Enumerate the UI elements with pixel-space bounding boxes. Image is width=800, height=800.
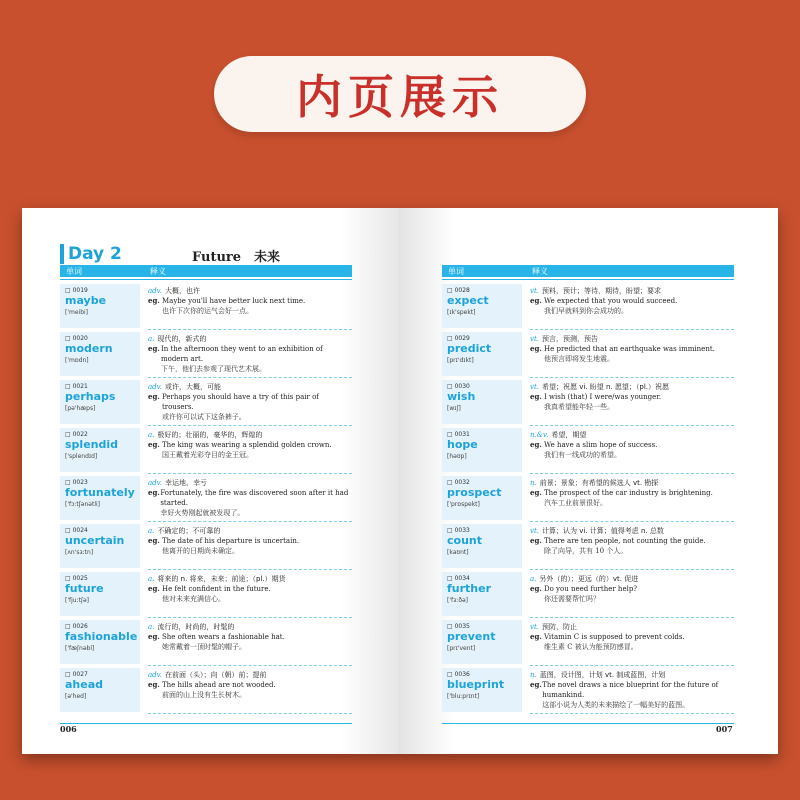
definition-cell xyxy=(530,282,734,330)
page-number-right: 007 xyxy=(716,724,733,734)
definition-cell xyxy=(148,282,352,330)
vocab-entry xyxy=(60,570,352,618)
vocab-entry xyxy=(60,378,352,426)
example-english: Vitamin C is supposed to prevent colds. xyxy=(544,633,685,641)
example-label: eg. xyxy=(148,680,160,689)
part-of-speech: vt. xyxy=(530,623,539,631)
definition-text: 预防，防止 xyxy=(542,623,577,631)
vocab-entry xyxy=(60,522,352,570)
definition-cell xyxy=(148,618,352,666)
word-cell xyxy=(442,620,522,664)
left-page xyxy=(22,208,398,754)
example-chinese: 她常戴着一顶时髦的帽子。 xyxy=(162,643,246,651)
headword: further xyxy=(447,582,492,595)
definition-text: 另外（的）；更远（的）vt. 促进 xyxy=(539,575,639,583)
phonetic: ['mɒdn] xyxy=(65,357,89,364)
headword: fortunately xyxy=(65,486,135,499)
example-text xyxy=(544,440,657,460)
entry-number: □ 0020 xyxy=(65,335,88,342)
word-cell xyxy=(60,476,140,520)
example-label: eg. xyxy=(148,584,160,593)
phonetic: [wɪʃ] xyxy=(447,405,461,412)
part-of-speech: n.&v. xyxy=(530,431,549,439)
headword: predict xyxy=(447,342,492,355)
example-english: In the afternoon they went to an exhibition of modern art. xyxy=(160,345,323,363)
part-of-speech: n. xyxy=(530,671,537,679)
phonetic: ['bluːprɪnt] xyxy=(447,693,480,700)
example-text xyxy=(544,344,715,364)
definition xyxy=(530,286,734,296)
example-text xyxy=(544,488,713,508)
definition-text: 幸运地，幸亏 xyxy=(165,479,208,487)
definition-cell xyxy=(530,330,734,378)
example-english: The date of his departure is uncertain. xyxy=(162,537,300,545)
entry-list-right xyxy=(442,282,734,714)
definition-text: 计算；认为 vi. 计算；值得考虑 n. 总数 xyxy=(542,527,664,535)
example-chinese: 汽车工业前景很好。 xyxy=(544,499,607,507)
example-label: eg. xyxy=(148,344,160,353)
definition-text: 在前面（头）；向（朝）前；提前 xyxy=(165,671,267,679)
definition-cell xyxy=(530,666,734,714)
example-chinese: 我们有一线成功的希望。 xyxy=(544,451,621,459)
headword: future xyxy=(65,582,104,595)
example-label: eg. xyxy=(530,296,542,305)
headword: ahead xyxy=(65,678,104,691)
definition-text: 前景；景象；有希望的候选人 vt. 勘探 xyxy=(539,479,659,487)
phonetic: ['fɔːtʃənətli] xyxy=(65,501,101,508)
example xyxy=(148,584,352,604)
column-word-label: 单词 xyxy=(66,266,82,276)
example-english: The king was wearing a splendid golden crown. xyxy=(162,441,332,449)
phonetic: [prɪ'dɪkt] xyxy=(447,357,474,364)
example-english: Maybe you'll have better luck next time. xyxy=(162,297,306,305)
example-english: The novel draws a nice blueprint for the future of humankind. xyxy=(542,681,719,699)
headword: splendid xyxy=(65,438,119,451)
example xyxy=(530,344,734,364)
example xyxy=(148,344,352,374)
definition-text: 将来的 n. 将来，未来；前途；（pl.）期货 xyxy=(157,575,286,583)
definition xyxy=(148,382,352,392)
vocab-entry xyxy=(60,666,352,714)
example-chinese: 我们早就料到你会成功的。 xyxy=(544,307,628,315)
example-chinese: 我真希望能年轻一些。 xyxy=(544,403,614,411)
entry-number: □ 0027 xyxy=(65,671,88,678)
word-cell xyxy=(60,380,140,424)
entry-number: □ 0030 xyxy=(447,383,470,390)
footer-rule-right xyxy=(442,723,734,724)
phonetic: [ɪk'spekt] xyxy=(447,309,476,316)
definition xyxy=(530,526,734,536)
example-label: eg. xyxy=(530,632,542,641)
word-cell xyxy=(60,524,140,568)
example-english: The prospect of the car industry is brightening. xyxy=(544,489,713,497)
headword: hope xyxy=(447,438,478,451)
phonetic: ['fjuːtʃə] xyxy=(65,597,89,604)
column-def-label: 释义 xyxy=(532,266,548,276)
part-of-speech: adv. xyxy=(148,383,163,391)
part-of-speech: a. xyxy=(148,575,155,583)
example-english: He predicted that an earthquake was imminent. xyxy=(544,345,715,353)
column-header-left xyxy=(60,265,352,277)
word-cell xyxy=(60,332,140,376)
banner-title: 内页展示 xyxy=(296,70,504,124)
day-accent-bar xyxy=(60,244,64,264)
definition-text: 极好的；壮丽的，豪华的，辉煌的 xyxy=(157,431,263,439)
definition-text: 不确定的；不可靠的 xyxy=(157,527,221,535)
entry-number: □ 0024 xyxy=(65,527,88,534)
example-english: Do you need further help? xyxy=(544,585,638,593)
word-cell xyxy=(442,284,522,328)
definition xyxy=(148,526,352,536)
phonetic: ['fɜːðə] xyxy=(447,597,469,604)
word-cell xyxy=(442,332,522,376)
entry-number: □ 0033 xyxy=(447,527,470,534)
vocab-entry xyxy=(60,282,352,330)
definition-cell xyxy=(148,474,352,522)
definition-text: 预料，预计；等待，期待，盼望；要求 xyxy=(542,287,661,295)
definition xyxy=(530,430,734,440)
example xyxy=(148,440,352,460)
example-chinese: 或许你可以试下这条裤子。 xyxy=(161,413,246,421)
vocab-entry xyxy=(60,618,352,666)
column-word-label: 单词 xyxy=(448,266,464,276)
headword: expect xyxy=(447,294,489,307)
entry-number: □ 0035 xyxy=(447,623,470,630)
definition-cell xyxy=(530,522,734,570)
definition xyxy=(530,670,734,680)
example-english: Perhaps you should have a try of this pair of trousers. xyxy=(161,393,319,411)
phonetic: [ə'hed] xyxy=(65,693,87,700)
phonetic: [kaʊnt] xyxy=(447,549,469,556)
definition-text: 希望，期望 xyxy=(551,431,587,439)
example-label: eg. xyxy=(530,440,542,449)
definition xyxy=(530,382,734,392)
right-page xyxy=(398,208,778,754)
example xyxy=(530,440,734,460)
example-text xyxy=(162,632,285,652)
example-text xyxy=(162,440,332,460)
definition-cell xyxy=(530,378,734,426)
part-of-speech: adv. xyxy=(148,671,163,679)
definition-cell xyxy=(148,330,352,378)
headword: perhaps xyxy=(65,390,116,403)
example xyxy=(530,488,734,508)
definition-cell xyxy=(530,426,734,474)
open-book xyxy=(22,208,778,754)
example-chinese: 你还需要帮忙吗？ xyxy=(544,595,600,603)
word-cell xyxy=(60,572,140,616)
example-text xyxy=(162,392,352,422)
definition xyxy=(148,574,352,584)
phonetic: [pə'hæps] xyxy=(65,405,96,412)
headword: prevent xyxy=(447,630,496,643)
entry-number: □ 0022 xyxy=(65,431,88,438)
word-cell xyxy=(60,620,140,664)
definition-text: 大概，也许 xyxy=(165,287,201,295)
footer-rule-left xyxy=(60,723,352,724)
entry-list-left xyxy=(60,282,352,714)
example xyxy=(148,632,352,652)
vocab-entry xyxy=(442,522,734,570)
definition-cell xyxy=(148,522,352,570)
word-cell xyxy=(442,380,522,424)
vocab-entry xyxy=(442,330,734,378)
part-of-speech: a. xyxy=(148,431,155,439)
headword: prospect xyxy=(447,486,502,499)
phonetic: ['splendɪd] xyxy=(65,453,98,460)
example-text xyxy=(162,536,299,556)
entry-number: □ 0031 xyxy=(447,431,470,438)
example-chinese: 除了向导，共有 10 个人。 xyxy=(544,547,628,555)
example-label: eg. xyxy=(530,536,542,545)
headword: wish xyxy=(447,390,476,403)
example-chinese: 国王戴着光彩夺目的金王冠。 xyxy=(162,451,253,459)
vocab-entry xyxy=(60,330,352,378)
phonetic: ['meibi] xyxy=(65,309,89,316)
example-text xyxy=(542,680,734,710)
definition xyxy=(148,286,352,296)
example xyxy=(530,680,734,710)
definition-cell xyxy=(530,618,734,666)
definition xyxy=(148,670,352,680)
headword: fashionable xyxy=(65,630,138,643)
example-text xyxy=(544,584,637,604)
definition-cell xyxy=(148,666,352,714)
entry-number: □ 0025 xyxy=(65,575,88,582)
phonetic: [həʊp] xyxy=(447,453,467,460)
part-of-speech: adv. xyxy=(148,479,163,487)
example xyxy=(530,296,734,316)
vocab-entry xyxy=(442,282,734,330)
part-of-speech: a. xyxy=(148,335,155,343)
definition-cell xyxy=(530,570,734,618)
example-english: He felt confident in the future. xyxy=(162,585,271,593)
example-english: We have a slim hope of success. xyxy=(544,441,658,449)
definition-text: 预言，预测，预告 xyxy=(542,335,598,343)
example xyxy=(530,536,734,556)
page-number-left: 006 xyxy=(60,724,77,734)
example-chinese: 前面的山上没有生长树木。 xyxy=(162,691,246,699)
definition xyxy=(530,622,734,632)
day-label: Day 2 xyxy=(68,244,122,264)
example-label: eg. xyxy=(148,392,160,401)
vocab-entry xyxy=(442,378,734,426)
definition-text: 现代的，新式的 xyxy=(157,335,207,343)
headword: count xyxy=(447,534,482,547)
example-text xyxy=(161,344,352,374)
word-cell xyxy=(442,524,522,568)
word-cell xyxy=(442,428,522,472)
vocab-entry xyxy=(442,426,734,474)
definition xyxy=(530,478,734,488)
example-label: eg. xyxy=(530,488,542,497)
vocab-entry xyxy=(442,618,734,666)
example xyxy=(148,296,352,316)
example-text xyxy=(544,632,685,652)
example-english: There are ten people, not counting the guide. xyxy=(544,537,706,545)
part-of-speech: a. xyxy=(148,527,155,535)
example xyxy=(530,392,734,412)
entry-number: □ 0028 xyxy=(447,287,470,294)
definition-text: 蓝图，设计图，计划 vt. 制成蓝图，计划 xyxy=(539,671,666,679)
example-chinese: 维生素 C 被认为能预防感冒。 xyxy=(544,643,638,651)
definition-cell xyxy=(530,474,734,522)
vocab-entry xyxy=(442,666,734,714)
definition-text: 流行的，时尚的，时髦的 xyxy=(157,623,235,631)
part-of-speech: vt. xyxy=(530,335,539,343)
example xyxy=(148,392,352,422)
example xyxy=(530,632,734,652)
entry-number: □ 0026 xyxy=(65,623,88,630)
word-cell xyxy=(60,428,140,472)
example-chinese: 他对未来充满信心。 xyxy=(162,595,225,603)
example-text xyxy=(544,296,677,316)
headword: maybe xyxy=(65,294,107,307)
vocab-entry xyxy=(60,474,352,522)
part-of-speech: vt. xyxy=(530,287,539,295)
example-label: eg. xyxy=(530,344,542,353)
phonetic: ['fæʃnəbl] xyxy=(65,645,95,652)
example-label: eg. xyxy=(530,680,542,689)
definition xyxy=(530,334,734,344)
part-of-speech: adv. xyxy=(148,287,163,295)
definition-cell xyxy=(148,378,352,426)
example-english: I wish (that) I were/was younger. xyxy=(544,393,662,401)
entry-number: □ 0023 xyxy=(65,479,88,486)
word-cell xyxy=(60,284,140,328)
part-of-speech: a. xyxy=(530,575,537,583)
topic-title: Future 未来 xyxy=(192,250,281,265)
example-label: eg. xyxy=(148,296,160,305)
example xyxy=(530,584,734,604)
title-banner xyxy=(214,56,586,132)
entry-number: □ 0032 xyxy=(447,479,470,486)
example-label: eg. xyxy=(148,632,160,641)
definition xyxy=(148,334,352,344)
vocab-entry xyxy=(60,426,352,474)
part-of-speech: vt. xyxy=(530,527,539,535)
example-chinese: 下午，他们去参观了现代艺术展。 xyxy=(160,365,266,373)
definition xyxy=(530,574,734,584)
example-text xyxy=(162,296,305,316)
phonetic: ['prɒspekt] xyxy=(447,501,480,508)
part-of-speech: a. xyxy=(148,623,155,631)
definition xyxy=(148,622,352,632)
example-label: eg. xyxy=(530,392,542,401)
entry-number: □ 0021 xyxy=(65,383,88,390)
example-text xyxy=(544,536,706,556)
definition-text: 或许，大概，可能 xyxy=(165,383,222,391)
example-english: We expected that you would succeed. xyxy=(544,297,678,305)
example-english: She often wears a fashionable hat. xyxy=(162,633,285,641)
example-label: eg. xyxy=(148,440,160,449)
example-text xyxy=(160,488,352,518)
word-cell xyxy=(442,476,522,520)
example-text xyxy=(162,680,276,700)
headword: uncertain xyxy=(65,534,125,547)
example-english: The hills ahead are not wooded. xyxy=(162,681,276,689)
example-label: eg. xyxy=(148,488,160,497)
example-chinese: 他离开的日期尚未确定。 xyxy=(162,547,239,555)
entry-number: □ 0019 xyxy=(65,287,88,294)
example-chinese: 这部小说为人类的未来描绘了一幅美好的蓝图。 xyxy=(542,701,690,709)
entry-number: □ 0029 xyxy=(447,335,470,342)
headword: modern xyxy=(65,342,113,355)
definition-cell xyxy=(148,570,352,618)
example-english: Fortunately, the fire was discovered soon after it had started. xyxy=(160,489,349,507)
entry-number: □ 0036 xyxy=(447,671,470,678)
definition-cell xyxy=(148,426,352,474)
definition xyxy=(148,430,352,440)
example-label: eg. xyxy=(148,536,160,545)
word-cell xyxy=(442,572,522,616)
part-of-speech: n. xyxy=(530,479,537,487)
column-header-right xyxy=(442,265,734,277)
example-text xyxy=(544,392,661,412)
vocab-entry xyxy=(442,474,734,522)
example-chinese: 也许下次你的运气会好一点。 xyxy=(162,307,253,315)
word-cell xyxy=(60,668,140,712)
entry-number: □ 0034 xyxy=(447,575,470,582)
example xyxy=(148,680,352,700)
example-chinese: 幸好火势刚起就被发现了。 xyxy=(160,509,245,517)
example xyxy=(148,536,352,556)
example xyxy=(148,488,352,518)
example-chinese: 他预言即将发生地震。 xyxy=(544,355,614,363)
word-cell xyxy=(442,668,522,712)
example-label: eg. xyxy=(530,584,542,593)
column-def-label: 释义 xyxy=(150,266,166,276)
vocab-entry xyxy=(442,570,734,618)
definition-text: 希望；祝愿 vi. 盼望 n. 愿望；（pl.）祝愿 xyxy=(542,383,669,391)
headword: blueprint xyxy=(447,678,505,691)
day-heading xyxy=(60,244,122,264)
phonetic: [prɪ'vent] xyxy=(447,645,476,652)
definition xyxy=(148,478,352,488)
part-of-speech: vt. xyxy=(530,383,539,391)
phonetic: [ʌn'sɜːtn] xyxy=(65,549,94,556)
example-text xyxy=(162,584,271,604)
